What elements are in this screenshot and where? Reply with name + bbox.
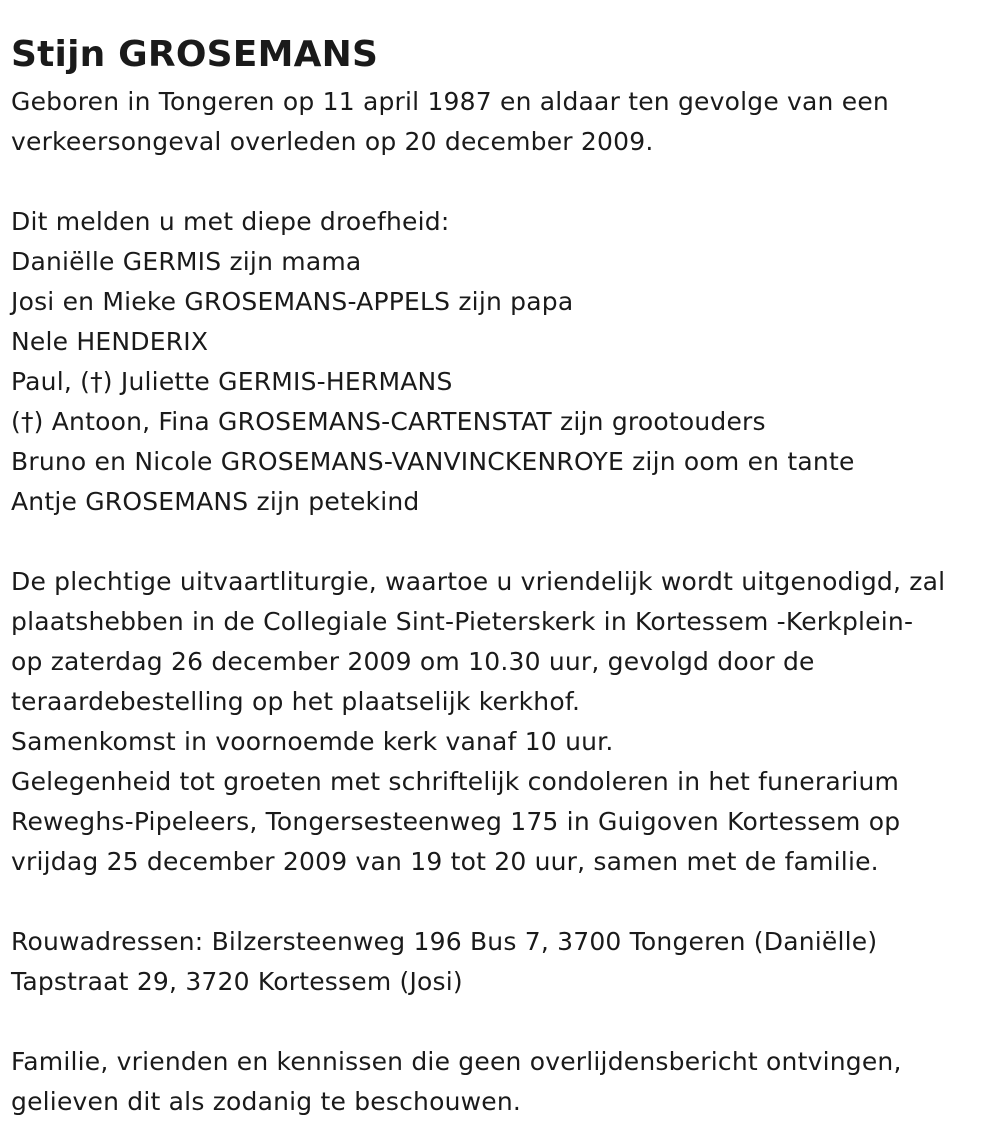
ceremony-paragraph — [11, 562, 996, 882]
ceremony-line: teraardebestelling op het plaatselijk kerkhof. — [11, 687, 581, 716]
ceremony-line: Samenkomst in voornoemde kerk vanaf 10 uur. — [11, 727, 614, 756]
paragraph-gap — [11, 1002, 996, 1042]
paragraph-gap — [11, 522, 996, 562]
address-line: Rouwadressen: Bilzersteenweg 196 Bus 7, 3700 Tongeren (Daniëlle) — [11, 927, 878, 956]
closing-paragraph — [11, 1042, 996, 1122]
deceased-name: Stijn GROSEMANS — [11, 34, 379, 75]
intro-paragraph — [11, 82, 996, 162]
address-paragraph — [11, 922, 996, 1002]
family-heading: Dit melden u met diepe droefheid: — [11, 207, 450, 236]
ceremony-line: Reweghs-Pipeleers, Tongersesteenweg 175 in Guigoven Kortessem op — [11, 807, 901, 836]
family-member: Josi en Mieke GROSEMANS-APPELS zijn papa — [11, 287, 574, 316]
obituary-notice — [11, 30, 996, 1122]
paragraph-gap — [11, 882, 996, 922]
family-list — [11, 202, 996, 522]
family-member: (†) Antoon, Fina GROSEMANS-CARTENSTAT zijn grootouders — [11, 407, 766, 436]
intro-line: verkeersongeval overleden op 20 december 2009. — [11, 127, 654, 156]
intro-line: Geboren in Tongeren op 11 april 1987 en aldaar ten gevolge van een — [11, 87, 889, 116]
ceremony-line: op zaterdag 26 december 2009 om 10.30 uur, gevolgd door de — [11, 647, 815, 676]
family-member: Daniëlle GERMIS zijn mama — [11, 247, 362, 276]
family-member: Bruno en Nicole GROSEMANS-VANVINCKENROYE zijn oom en tante — [11, 447, 855, 476]
address-line: Tapstraat 29, 3720 Kortessem (Josi) — [11, 967, 463, 996]
ceremony-line: Gelegenheid tot groeten met schriftelijk condoleren in het funerarium — [11, 767, 900, 796]
family-member: Antje GROSEMANS zijn petekind — [11, 487, 420, 516]
closing-line: gelieven dit als zodanig te beschouwen. — [11, 1087, 522, 1116]
paragraph-gap — [11, 162, 996, 202]
closing-line: Familie, vrienden en kennissen die geen overlijdensbericht ontvingen, — [11, 1047, 902, 1076]
family-member: Paul, (†) Juliette GERMIS-HERMANS — [11, 367, 453, 396]
ceremony-line: plaatshebben in de Collegiale Sint-Pieterskerk in Kortessem -Kerkplein- — [11, 607, 914, 636]
ceremony-line: De plechtige uitvaartliturgie, waartoe u vriendelijk wordt uitgenodigd, zal — [11, 567, 946, 596]
family-member: Nele HENDERIX — [11, 327, 209, 356]
ceremony-line: vrijdag 25 december 2009 van 19 tot 20 uur, samen met de familie. — [11, 847, 879, 876]
